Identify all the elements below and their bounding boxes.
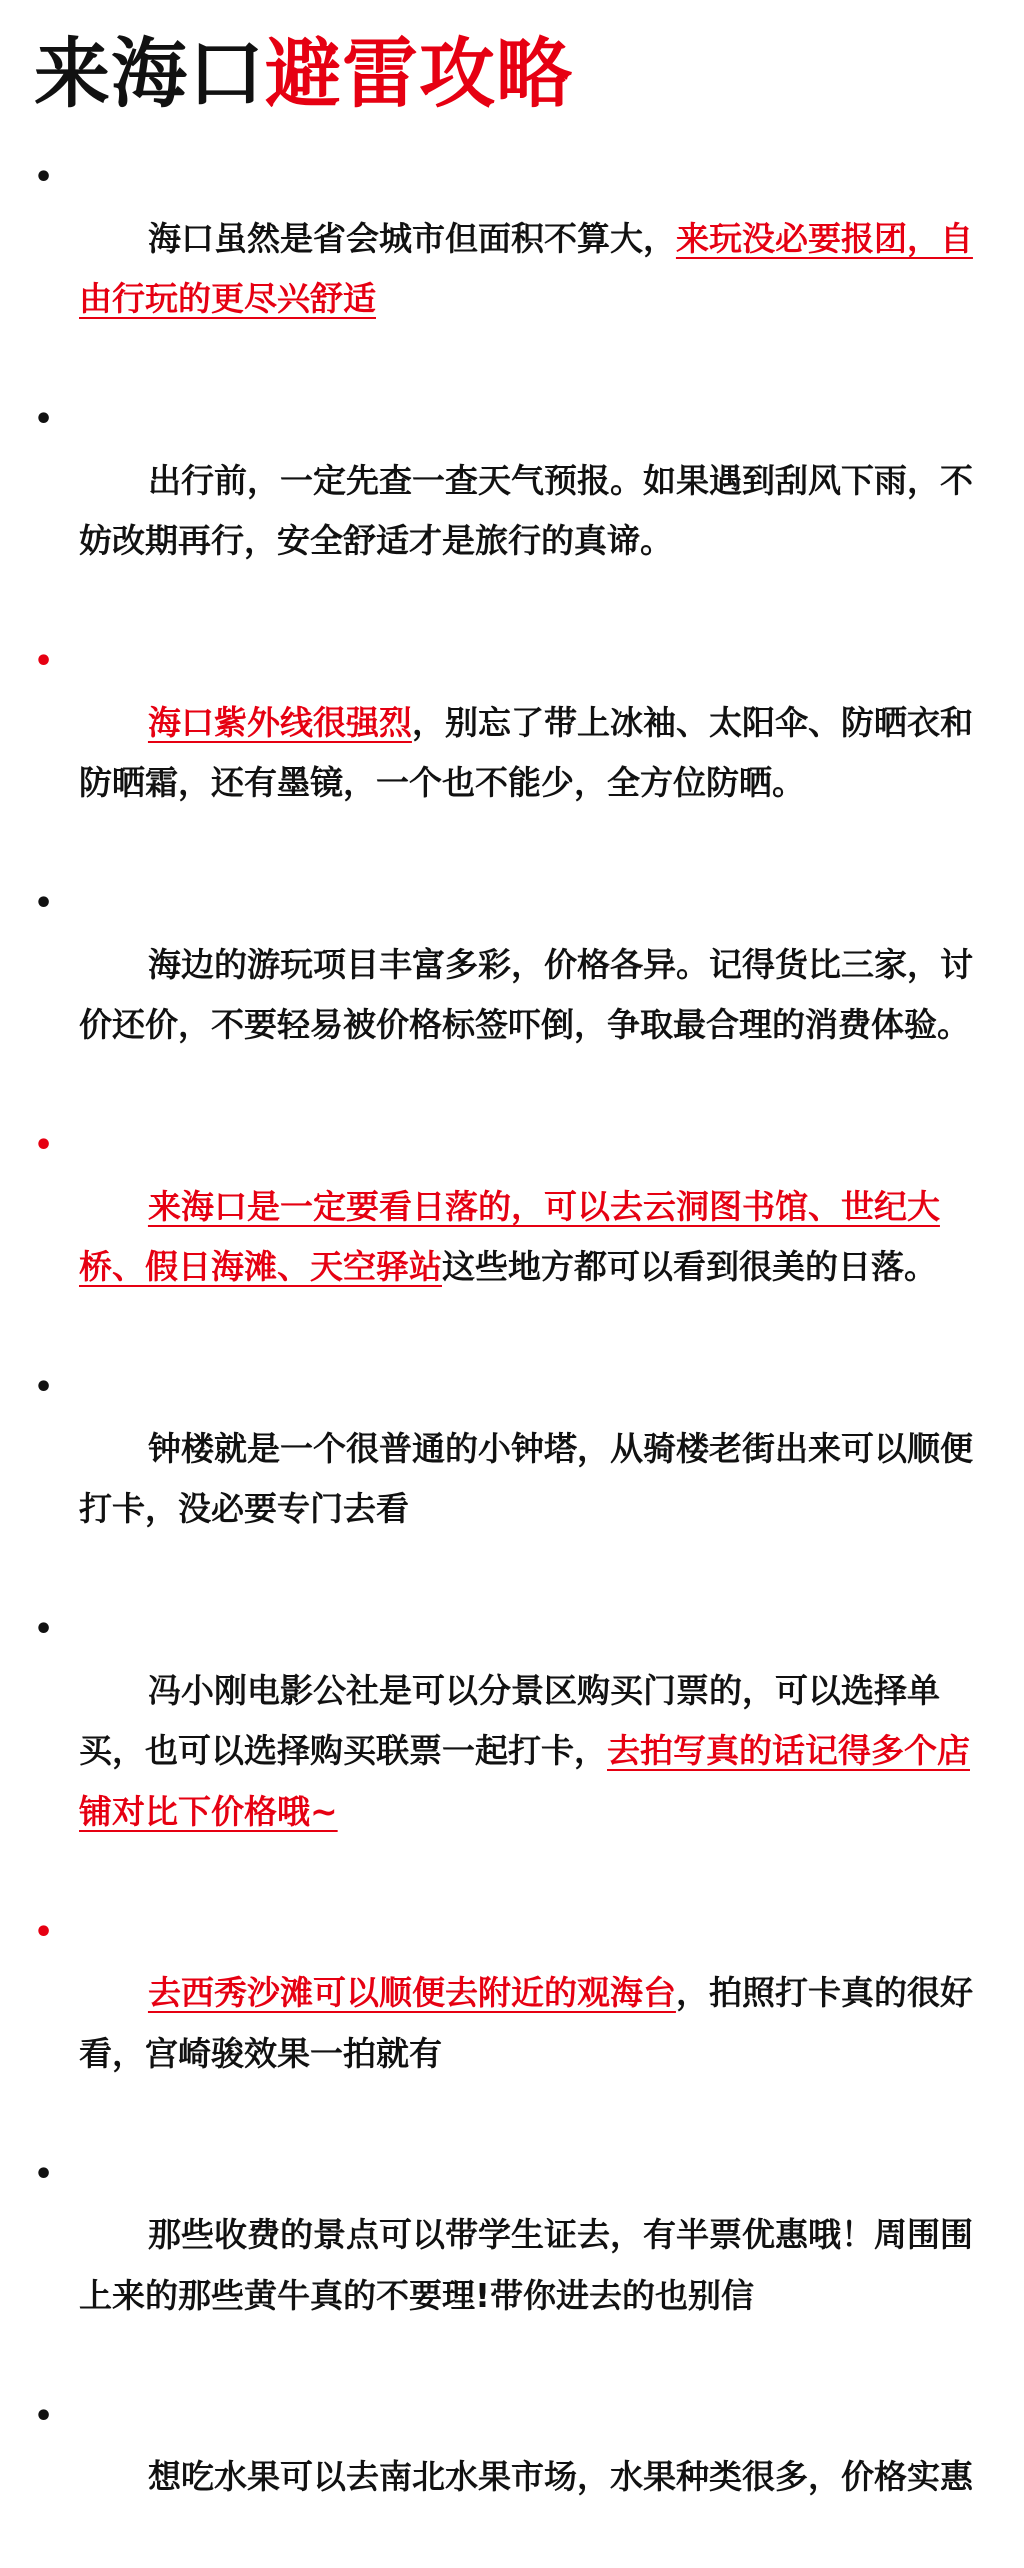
item-text: 出行前，一定先查一查天气预报。如果遇到刮风下雨，不妨改期再行，安全舒适才是旅行的真谛。 — [79, 461, 973, 561]
title-red-part: 避雷攻略 — [265, 29, 573, 118]
list-item — [0, 632, 1024, 874]
bullet-icon: • — [34, 1116, 50, 1177]
list-item — [0, 1903, 1024, 2145]
item-text: 冯小刚电影公社是可以分景区购买门票的，可以选择单买，也可以选择购买联票一起打卡， — [79, 1671, 940, 1771]
bullet-icon: • — [34, 1903, 50, 1964]
page-title — [34, 28, 573, 120]
item-text: 钟楼就是一个很普通的小钟塔，从骑楼老街出来可以顺便打卡，没必要专门去看 — [79, 1429, 973, 1529]
item-highlight: 来玩没必要报团，自由行玩的更尽兴舒适 — [79, 219, 973, 319]
bullet-icon: • — [34, 390, 50, 451]
list-item — [0, 2387, 1024, 2568]
list-item — [0, 148, 1024, 390]
item-text: 那些收费的景点可以带学生证去，有半票优惠哦！周围围上来的那些黄牛真的不要理!带你进去的也别信 — [79, 2215, 973, 2315]
item-text: 海口虽然是省会城市但面积不算大， — [148, 219, 676, 258]
bullet-icon: • — [34, 1600, 50, 1661]
item-text: ，拍照打卡真的很好看，宫崎骏效果一拍就有 — [79, 1973, 973, 2073]
title-black-part: 来海口 — [34, 29, 265, 118]
list-item — [0, 2145, 1024, 2387]
item-text: 想吃水果可以去南北水果市场，水果种类很多，价格实惠 — [148, 2457, 973, 2496]
item-text: ，别忘了带上冰袖、太阳伞、防晒衣和防晒霜，还有墨镜，一个也不能少，全方位防晒。 — [79, 703, 973, 803]
tips-list — [0, 148, 1024, 2568]
list-item — [0, 390, 1024, 632]
list-item — [0, 874, 1024, 1116]
item-text: 这些地方都可以看到很美的日落。 — [442, 1247, 937, 1286]
bullet-icon: • — [34, 1358, 50, 1419]
list-item — [0, 1358, 1024, 1600]
item-highlight: 海口紫外线很强烈 — [148, 703, 412, 742]
item-highlight: 来海口是一定要看日落的，可以去云洞图书馆、世纪大桥、假日海滩、天空驿站 — [79, 1187, 940, 1287]
item-highlight: 去西秀沙滩可以顺便去附近的观海台 — [148, 1973, 676, 2012]
item-highlight: 去拍写真的话记得多个店铺对比下价格哦~ — [79, 1731, 970, 1831]
item-text: 海边的游玩项目丰富多彩，价格各异。记得货比三家，讨价还价，不要轻易被价格标签吓倒，争取最合理的消费体验。 — [79, 945, 973, 1045]
bullet-icon: • — [34, 2145, 50, 2206]
list-item — [0, 1116, 1024, 1358]
bullet-icon: • — [34, 148, 50, 209]
bullet-icon: • — [34, 2387, 50, 2448]
bullet-icon: • — [34, 874, 50, 935]
bullet-icon: • — [34, 632, 50, 693]
list-item — [0, 1600, 1024, 1903]
